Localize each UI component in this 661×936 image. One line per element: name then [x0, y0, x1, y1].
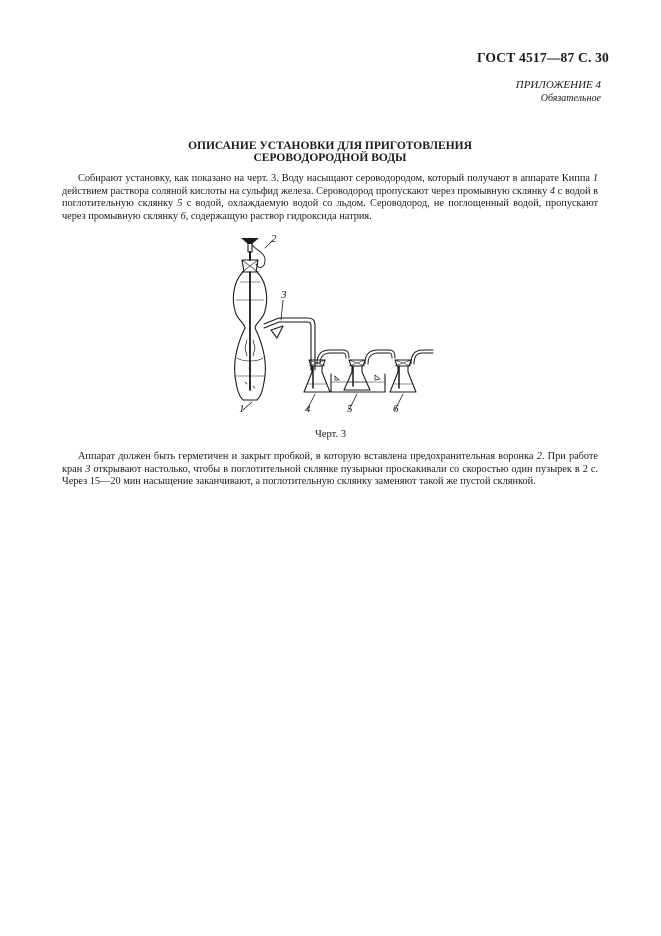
figure-label-5: 5 — [347, 403, 353, 415]
absorption-flask-5 — [344, 360, 370, 390]
appendix-number: ПРИЛОЖЕНИЕ 4 — [515, 79, 601, 91]
figure-label-4: 4 — [305, 403, 311, 415]
text: действием раствора соляной кислоты на сульфид железа. Сероводород пропускают через промывную склянку — [62, 185, 550, 197]
text: с водой, охлаждаемую водой со льдом. Сероводород, не поглощенный водой, пропускают через промывную склянку — [62, 198, 599, 222]
ref-number: 1 — [592, 173, 598, 184]
paragraph-setup — [62, 173, 598, 223]
figure-caption: Черт. 3 — [315, 429, 346, 440]
figure-label-6: 6 — [393, 403, 399, 415]
connecting-tubes — [317, 350, 433, 364]
figure-label-3: 3 — [281, 289, 287, 301]
text: Собирают установку, как показано на черт. 3. Воду насыщают сероводородом, который получают в аппарате Киппа — [78, 173, 593, 184]
figure-label-1: 1 — [239, 403, 245, 415]
ref-number: 2 — [536, 451, 542, 462]
wash-bottle-6 — [390, 360, 416, 392]
ref-number: 3 — [85, 463, 91, 475]
text: . При работе кран — [62, 451, 598, 475]
ice-bath — [331, 374, 385, 392]
ref-number: 6 — [180, 210, 186, 222]
section-title-line-2: СЕРОВОДОРОДНОЙ ВОДЫ — [253, 152, 407, 164]
kipp-apparatus — [233, 238, 266, 400]
paragraph-operation — [62, 451, 598, 489]
ref-number: 4 — [549, 185, 556, 197]
text: Аппарат должен быть герметичен и закрыт пробкой, в которую вставлена предохранительная воронка — [78, 451, 537, 462]
text: открывают настолько, чтобы в поглотительной склянке пузырьки проскакивали со скоростью один пузырек в 2 с. Через 15—20 мин насыщение заканчивают, а поглотительную склянку заменяют такой же пустой склянкой. — [62, 463, 598, 487]
wash-bottle-4 — [304, 360, 330, 392]
text: с водой в поглотительную склянку — [62, 185, 598, 209]
appendix-status: Обязательное — [540, 93, 601, 104]
stopcock — [264, 318, 315, 370]
ref-number: 5 — [177, 198, 183, 209]
appendix-block — [516, 79, 601, 105]
section-title — [60, 140, 600, 164]
section-title-line-1: ОПИСАНИЕ УСТАНОВКИ ДЛЯ ПРИГОТОВЛЕНИЯ — [188, 140, 472, 152]
figure-label-2: 2 — [271, 233, 277, 245]
leader-lines — [243, 240, 403, 410]
apparatus-drawing — [225, 230, 435, 420]
document-reference: ГОСТ 4517—87 С. 30 — [476, 50, 609, 65]
text: , содержащую раствор гидроксида натрия. — [185, 210, 372, 222]
